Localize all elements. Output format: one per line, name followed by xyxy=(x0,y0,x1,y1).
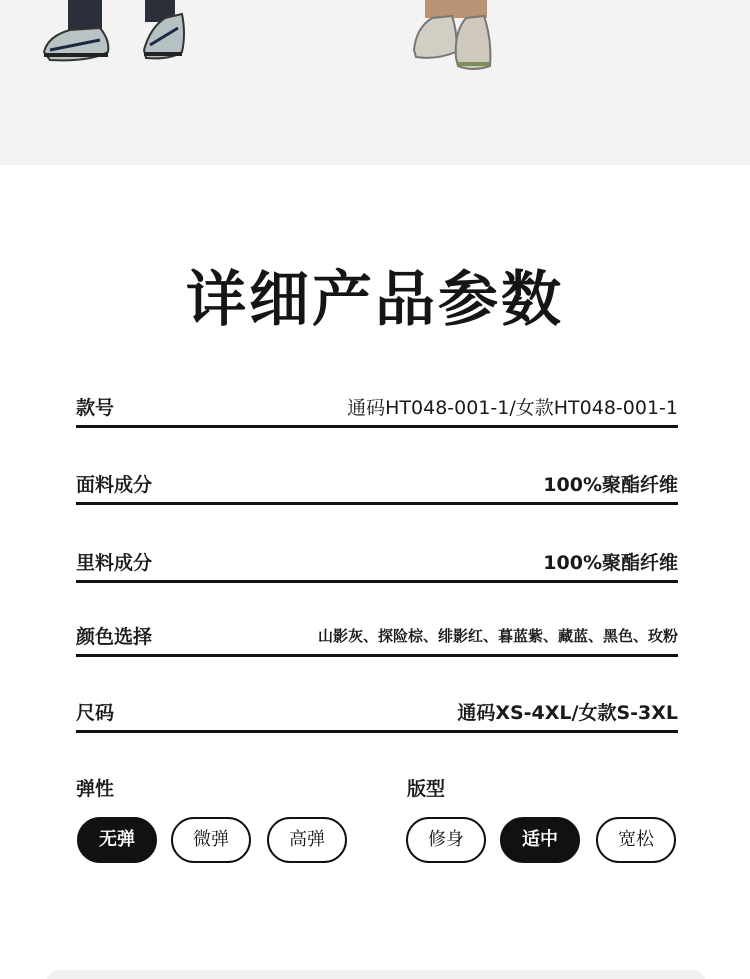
fit-option-slim[interactable]: 修身 xyxy=(406,817,486,863)
next-section-card xyxy=(46,970,706,979)
elasticity-option-none[interactable]: 无弹 xyxy=(77,817,157,863)
spec-value: 100%聚酯纤维 xyxy=(543,474,678,496)
spec-row-size xyxy=(76,695,678,733)
spec-row-lining xyxy=(76,546,678,583)
elasticity-label: 弹性 xyxy=(76,778,115,800)
spec-row-style-number xyxy=(76,390,678,428)
fit-label: 版型 xyxy=(407,778,446,800)
spec-value: 100%聚酯纤维 xyxy=(543,552,678,574)
product-photo xyxy=(0,0,750,165)
elasticity-option-slight[interactable]: 微弹 xyxy=(171,817,251,863)
spec-label: 里料成分 xyxy=(76,552,153,574)
elasticity-option-high[interactable]: 高弹 xyxy=(267,817,347,863)
spec-value: 通码XS-4XL/女款S-3XL xyxy=(457,702,678,724)
spec-label: 颜色选择 xyxy=(76,626,153,648)
spec-value: 通码HT048-001-1/女款HT048-001-1 xyxy=(347,397,678,419)
model-legs-illustration xyxy=(0,0,750,165)
spec-row-colors xyxy=(76,620,678,657)
spec-label: 面料成分 xyxy=(76,474,153,496)
spec-row-fabric xyxy=(76,468,678,505)
fit-option-loose[interactable]: 宽松 xyxy=(596,817,676,863)
spec-label: 款号 xyxy=(76,397,115,419)
fit-option-regular[interactable]: 适中 xyxy=(500,817,580,863)
spec-value: 山影灰、探险棕、绯影红、暮蓝紫、藏蓝、黑色、玫粉 xyxy=(317,627,678,645)
page-title: 详细产品参数 xyxy=(186,265,564,335)
spec-label: 尺码 xyxy=(76,702,115,724)
